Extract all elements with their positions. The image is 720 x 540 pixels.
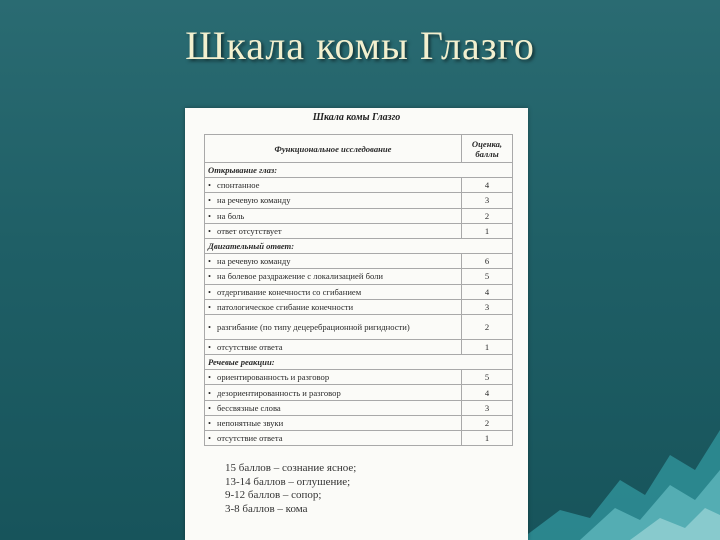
table-row [205,269,513,284]
summary-line: 15 баллов – сознание ясное; [225,462,357,474]
row-label: на боль [217,210,245,221]
section-heading: Речевые реакции: [205,355,513,370]
section-heading-row [205,355,513,370]
table-row [205,339,513,354]
row-score: 1 [462,431,513,446]
row-label: отсутствие ответа [217,341,283,352]
table-row [205,208,513,223]
bullet: • [208,195,212,206]
header-function: Функциональное исследование [205,135,462,163]
bullet: • [208,180,212,191]
row-label: спонтанное [217,180,260,191]
bullet: • [208,321,212,332]
row-score: 4 [462,385,513,400]
table-row [205,385,513,400]
row-score: 2 [462,415,513,430]
row-label: дезориентированность и разговор [217,387,341,398]
row-label: бессвязные слова [217,402,281,413]
scanned-document [185,108,528,540]
summary-line: 13-14 баллов – оглушение; [225,475,351,488]
bullet: • [208,286,212,297]
row-score: 2 [462,208,513,223]
row-score: 5 [462,269,513,284]
bullet: • [208,433,212,444]
section-heading-row [205,163,513,178]
row-label: на речевую команду [217,195,291,206]
document-title: Шкала комы Глазго [312,112,401,123]
bullet: • [208,256,212,267]
row-score: 4 [462,178,513,193]
slide-title: Шкала комы Глазго [185,23,535,68]
row-label: на болевое раздражение с локализацией боли [217,271,384,282]
table-row [205,314,513,339]
row-score: 5 [462,370,513,385]
row-label: ответ отсутствует [217,225,282,236]
row-score: 1 [462,339,513,354]
row-score: 1 [462,223,513,238]
summary-line: 3-8 баллов – кома [225,502,308,515]
bullet: • [208,210,212,221]
row-score: 6 [462,254,513,269]
glasgow-scale-table [204,134,513,446]
row-score: 4 [462,284,513,299]
row-label: отсутствие ответа [217,433,283,444]
section-heading: Открывание глаз: [205,163,513,178]
row-score: 3 [462,299,513,314]
table-row [205,299,513,314]
summary-line: 9-12 баллов – сопор; [225,489,322,502]
row-label: непонятные звуки [217,417,284,428]
row-label: отдергивание конечности со сгибанием [217,286,362,297]
row-label: ориентированность и разговор [217,372,330,383]
mountain-decoration [520,400,720,540]
row-score: 3 [462,193,513,208]
row-label: на речевую команду [217,256,291,267]
bullet: • [208,387,212,398]
section-heading: Двигательный ответ: [205,238,513,253]
row-score: 2 [462,314,513,339]
row-label: разгибание (по типу децеребрационной ригидности) [217,321,410,332]
table-row [205,431,513,446]
row-score: 3 [462,400,513,415]
table-row [205,284,513,299]
bullet: • [208,225,212,236]
row-label: патологическое сгибание конечности [217,301,354,312]
table-row [205,370,513,385]
table-row [205,254,513,269]
table-header-row [205,135,513,163]
bullet: • [208,402,212,413]
bullet: • [208,271,212,282]
table-row [205,223,513,238]
header-score: Оценка, баллы [462,135,513,163]
score-interpretation [225,462,356,516]
table-row [205,193,513,208]
bullet: • [208,301,212,312]
table-row [205,415,513,430]
bullet: • [208,417,212,428]
table-row [205,178,513,193]
bullet: • [208,341,212,352]
section-heading-row [205,238,513,253]
bullet: • [208,372,212,383]
table-row [205,400,513,415]
